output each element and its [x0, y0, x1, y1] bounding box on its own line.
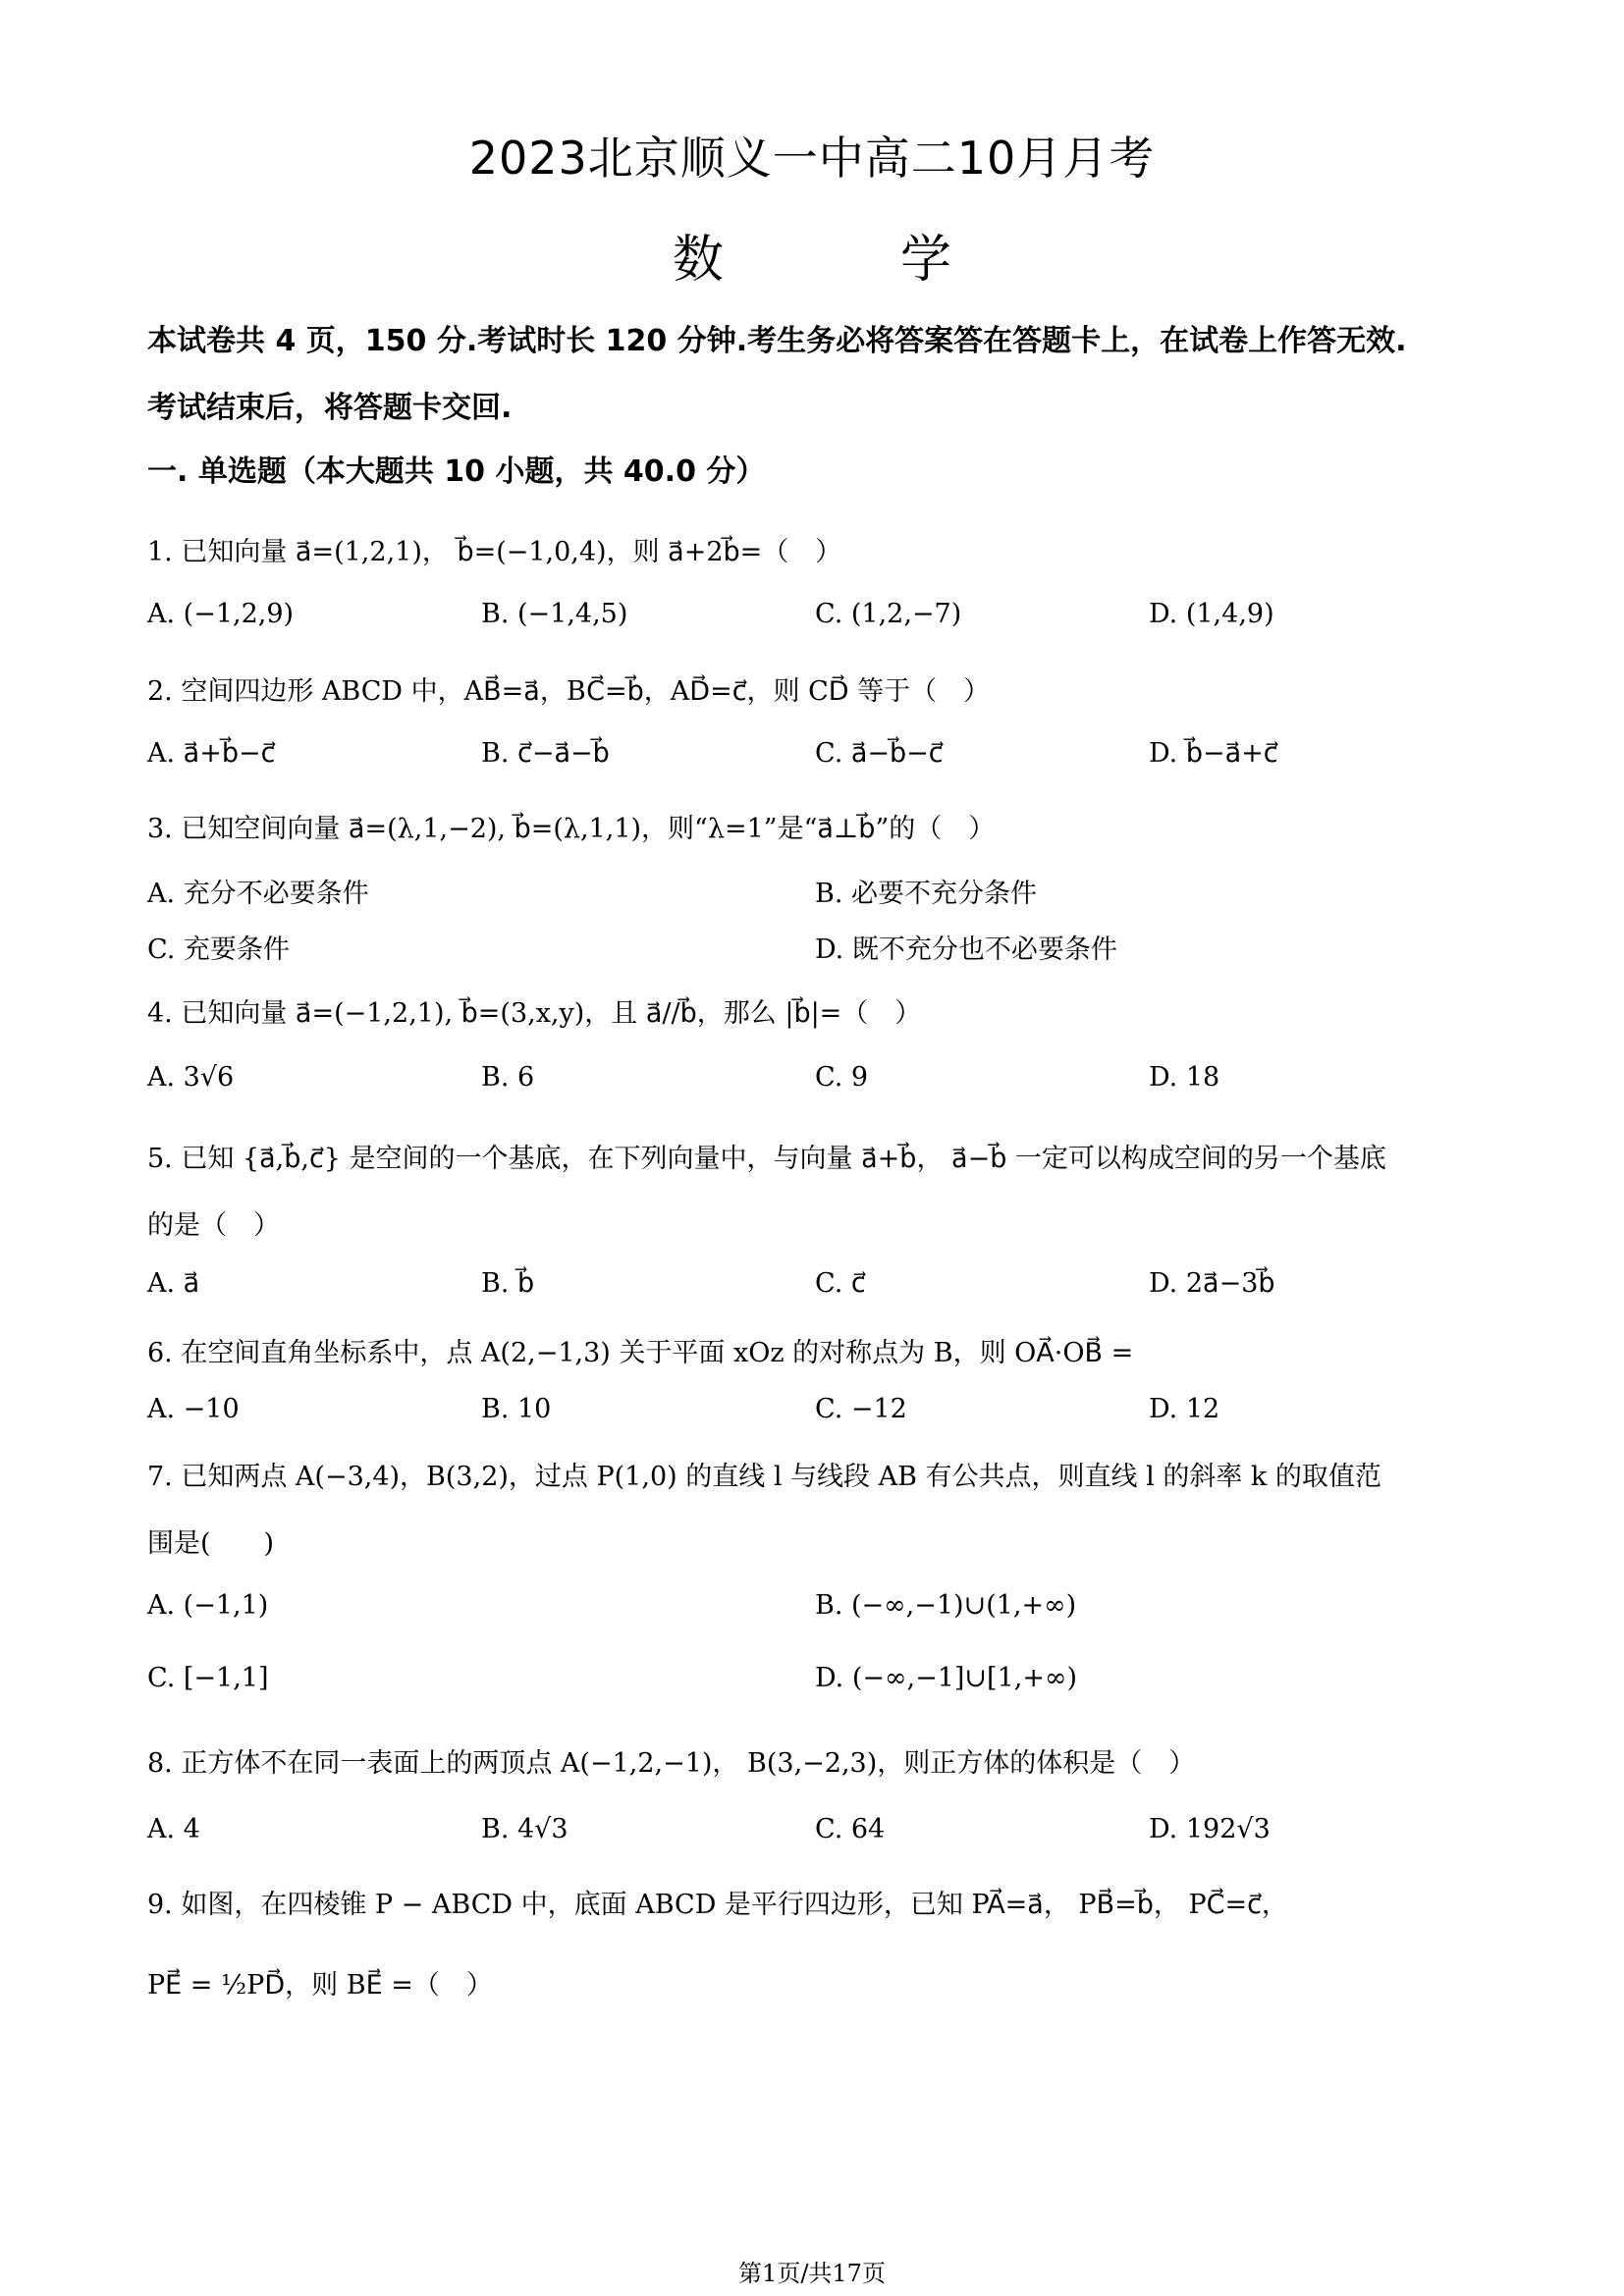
question-6-stem: 6. 在空间直角坐标系中，点 A(2,−1,3) 关于平面 xOz 的对称点为 B，则 OA⃗·OB⃗ = — [147, 1338, 1134, 1368]
page-footer: 第1页/共17页 — [738, 2260, 886, 2287]
q4-option-a: A. 3√6 — [147, 1062, 235, 1093]
q6-option-b: B. 10 — [481, 1394, 552, 1424]
q7-option-b: B. (−∞,−1)∪(1,+∞) — [815, 1590, 1077, 1621]
question-8-stem: 8. 正方体不在同一表面上的两顶点 A(−1,2,−1)， B(3,−2,3)，则正方体的体积是（ ） — [147, 1748, 1196, 1779]
q4-option-b: B. 6 — [481, 1062, 535, 1093]
q7-option-a: A. (−1,1) — [147, 1590, 269, 1621]
q8-option-d: D. 192√3 — [1149, 1814, 1271, 1844]
q6-option-c: C. −12 — [815, 1394, 907, 1424]
question-7-stem: 7. 已知两点 A(−3,4)，B(3,2)，过点 P(1,0) 的直线 l 与线段 AB 有公共点，则直线 l 的斜率 k 的取值范 — [147, 1462, 1381, 1492]
q2-option-b: B. c⃗−a⃗−b⃗ — [481, 738, 610, 769]
q1-option-d: D. (1,4,9) — [1149, 599, 1274, 629]
question-4-stem: 4. 已知向量 a⃗=(−1,2,1), b⃗=(3,x,y)，且 a⃗//b⃗，那么 |b⃗|=（ ） — [147, 998, 922, 1029]
q2-option-a: A. a⃗+b⃗−c⃗ — [147, 738, 276, 769]
q1-option-c: C. (1,2,−7) — [815, 599, 962, 629]
q1-option-a: A. (−1,2,9) — [147, 599, 295, 629]
q3-option-c: C. 充要条件 — [147, 934, 290, 965]
question-1-stem: 1. 已知向量 a⃗=(1,2,1)， b⃗=(−1,0,4)，则 a⃗+2b⃗=（ ） — [147, 537, 842, 567]
question-7-stem-cont: 围是( ) — [147, 1528, 275, 1559]
subject-title: 数 学 — [672, 231, 1014, 290]
q7-option-c: C. [−1,1] — [147, 1663, 269, 1693]
q8-option-c: C. 64 — [815, 1814, 886, 1844]
section-title: 一. 单选题（本大题共 10 小题，共 40.0 分） — [147, 454, 766, 489]
q5-option-c: C. c⃗ — [815, 1268, 866, 1299]
q6-option-d: D. 12 — [1149, 1394, 1220, 1424]
q8-option-b: B. 4√3 — [481, 1814, 568, 1844]
q3-option-b: B. 必要不充分条件 — [815, 879, 1038, 909]
question-5-stem: 5. 已知 {a⃗,b⃗,c⃗} 是空间的一个基底，在下列向量中，与向量 a⃗+b⃗， a⃗−b⃗ 一定可以构成空间的另一个基底 — [147, 1144, 1386, 1174]
q4-option-c: C. 9 — [815, 1062, 869, 1093]
question-3-stem: 3. 已知空间向量 a⃗=(λ,1,−2), b⃗=(λ,1,1)，则“λ=1”是“a⃗⊥b⃗”的（ ） — [147, 814, 996, 844]
q2-option-d: D. b⃗−a⃗+c⃗ — [1149, 738, 1278, 769]
q1-option-b: B. (−1,4,5) — [481, 599, 628, 629]
question-9-stem-cont: PE⃗ = ½PD⃗，则 BE⃗ =（ ） — [147, 1970, 493, 2001]
q3-option-a: A. 充分不必要条件 — [147, 879, 369, 909]
q4-option-d: D. 18 — [1149, 1062, 1220, 1093]
intro-line-2: 考试结束后，将答题卡交回. — [147, 391, 513, 425]
q5-option-d: D. 2a⃗−3b⃗ — [1149, 1268, 1275, 1299]
q5-option-a: A. a⃗ — [147, 1268, 200, 1299]
q7-option-d: D. (−∞,−1]∪[1,+∞) — [815, 1663, 1077, 1693]
q8-option-a: A. 4 — [147, 1814, 200, 1844]
question-2-stem: 2. 空间四边形 ABCD 中，AB⃗=a⃗，BC⃗=b⃗，AD⃗=c⃗，则 CD⃗ 等于（ ） — [147, 676, 991, 707]
q3-option-d: D. 既不充分也不必要条件 — [815, 934, 1117, 965]
exam-title: 2023北京顺义一中高二10月月考 — [468, 132, 1156, 185]
q2-option-c: C. a⃗−b⃗−c⃗ — [815, 738, 944, 769]
question-9-stem: 9. 如图，在四棱锥 P − ABCD 中，底面 ABCD 是平行四边形，已知 PA⃗=a⃗， PB⃗=b⃗， PC⃗=c⃗， — [147, 1890, 1288, 1920]
q5-option-b: B. b⃗ — [481, 1268, 535, 1299]
question-5-stem-cont: 的是（ ） — [147, 1210, 280, 1241]
intro-line-1: 本试卷共 4 页，150 分.考试时长 120 分钟.考生务必将答案答在答题卡上，在试卷上作答无效. — [147, 324, 1407, 358]
q6-option-a: A. −10 — [147, 1394, 240, 1424]
